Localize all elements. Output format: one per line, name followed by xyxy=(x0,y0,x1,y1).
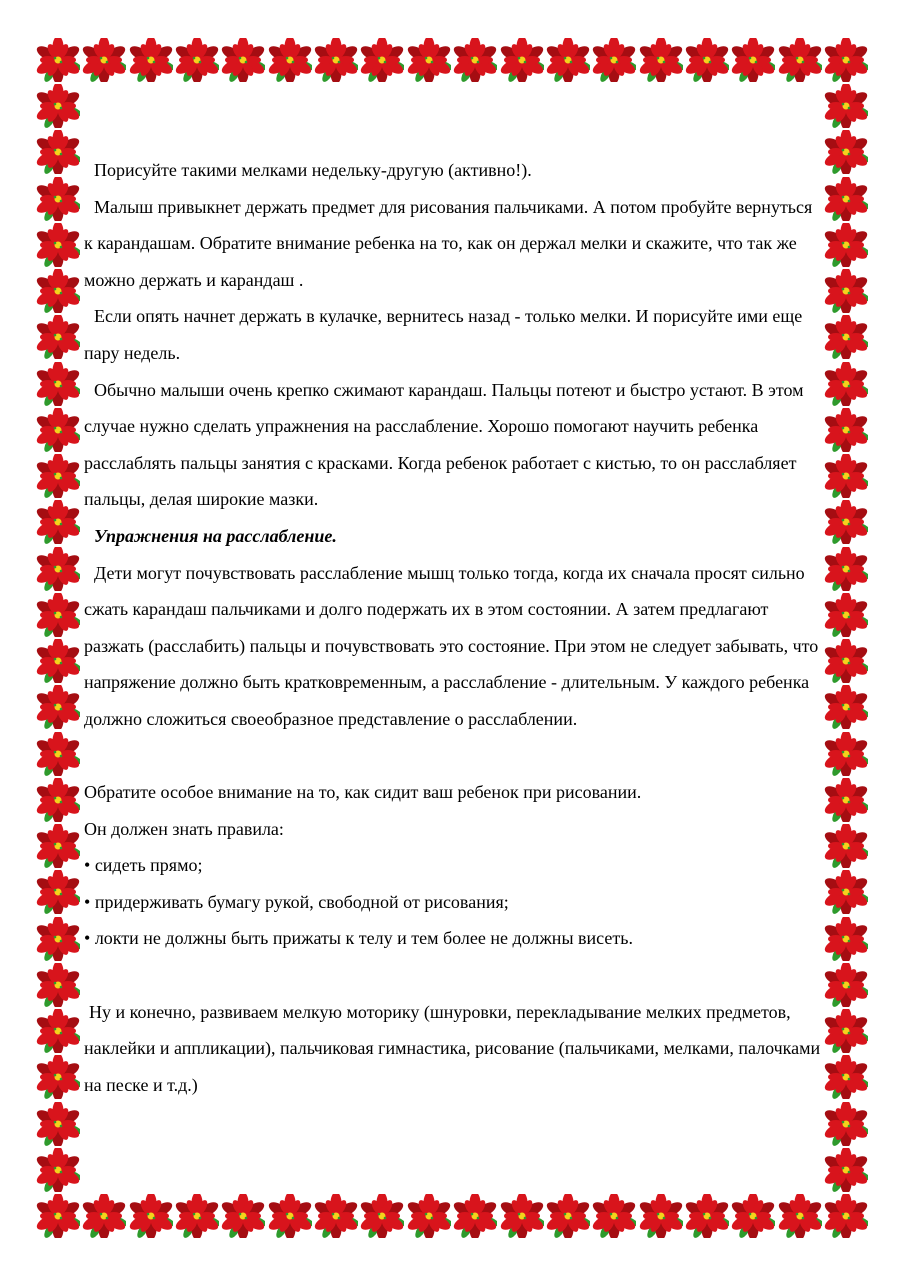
poinsettia-icon xyxy=(221,38,265,82)
poinsettia-icon xyxy=(639,1194,683,1238)
poinsettia-icon xyxy=(824,593,868,637)
paragraph-motor-skills: Ну и конечно, развиваем мелкую моторику (шнуровки, перекладывание мелких предметов, наклейки и аппликации), пальчиковая гимнастика, рисование (пальчиками, мелками, палочками на песке и т.д.) xyxy=(84,1001,821,1095)
poinsettia-icon xyxy=(36,408,80,452)
poinsettia-icon xyxy=(36,639,80,683)
spacer xyxy=(84,738,824,775)
poinsettia-icon xyxy=(175,1194,219,1238)
paragraph-relaxation: Дети могут почувствовать расслабление мышц только тогда, когда их сначала просят сильно сжать карандаш пальчиками и долго подержать их в этом состоянии. А затем предлагают разжать (расслабить) пальцы и почувствовать это состояние. При этом не следует забывать, что напряжение должно быть кратковременным, а расслабление - длительным. У каждого ребенка должно сложиться своеобразное представление о расслаблении. xyxy=(84,562,819,729)
poinsettia-icon xyxy=(824,454,868,498)
paragraph-tension: Обычно малыши очень крепко сжимают карандаш. Пальцы потеют и быстро устают. В этом случае нужно сделать упражнения на расслабление. Хорошо помогают научить ребенка расслаблять пальцы занятия с красками. Когда ребенок работает с кистью, то он расслабляет пальцы, делая широкие мазки. xyxy=(84,379,804,510)
poinsettia-icon xyxy=(36,1055,80,1099)
poinsettia-icon xyxy=(36,593,80,637)
poinsettia-icon xyxy=(824,38,868,82)
paragraph-posture: Обратите особое внимание на то, как сидит ваш ребенок при рисовании. xyxy=(84,782,642,803)
poinsettia-icon xyxy=(36,130,80,174)
poinsettia-icon xyxy=(36,38,80,82)
poinsettia-icon xyxy=(685,38,729,82)
poinsettia-icon xyxy=(592,38,636,82)
poinsettia-icon xyxy=(453,1194,497,1238)
poinsettia-icon xyxy=(129,1194,173,1238)
poinsettia-icon xyxy=(824,732,868,776)
list-item-hold-paper: • придерживать бумагу рукой, свободной от рисования; xyxy=(84,884,824,921)
poinsettia-icon xyxy=(778,38,822,82)
poinsettia-icon xyxy=(129,38,173,82)
poinsettia-icon xyxy=(36,1009,80,1053)
poinsettia-icon xyxy=(731,38,775,82)
poinsettia-icon xyxy=(36,547,80,591)
poinsettia-icon xyxy=(268,1194,312,1238)
paragraph-intro: Порисуйте такими мелками недельку-другую (активно!). xyxy=(94,160,532,180)
poinsettia-icon xyxy=(824,778,868,822)
poinsettia-icon xyxy=(824,1102,868,1146)
poinsettia-icon xyxy=(824,824,868,868)
poinsettia-icon xyxy=(36,84,80,128)
poinsettia-icon xyxy=(824,269,868,313)
poinsettia-icon xyxy=(36,454,80,498)
list-item-sit-straight: • сидеть прямо; xyxy=(84,847,824,884)
poinsettia-icon xyxy=(360,1194,404,1238)
poinsettia-icon xyxy=(824,639,868,683)
poinsettia-icon xyxy=(824,1194,868,1238)
poinsettia-icon xyxy=(824,1055,868,1099)
poinsettia-icon xyxy=(824,315,868,359)
poinsettia-icon xyxy=(36,269,80,313)
poinsettia-icon xyxy=(407,38,451,82)
poinsettia-icon xyxy=(824,130,868,174)
poinsettia-icon xyxy=(731,1194,775,1238)
poinsettia-icon xyxy=(36,362,80,406)
poinsettia-icon xyxy=(824,362,868,406)
poinsettia-icon xyxy=(36,1102,80,1146)
poinsettia-icon xyxy=(36,917,80,961)
poinsettia-icon xyxy=(36,685,80,729)
poinsettia-icon xyxy=(175,38,219,82)
poinsettia-icon xyxy=(824,1148,868,1192)
paragraph-grip: Малыш привыкнет держать предмет для рисования пальчиками. А потом пробуйте вернуться к карандашам. Обратите внимание ребенка на то, как он держал мелки и скажите, что так же можно держать и карандаш . xyxy=(84,196,813,290)
poinsettia-icon xyxy=(546,1194,590,1238)
paragraph-fist: Если опять начнет держать в кулачке, вернитесь назад - только мелки. И порисуйте ими еще пару недель. xyxy=(84,306,803,363)
poinsettia-icon xyxy=(824,1009,868,1053)
poinsettia-icon xyxy=(221,1194,265,1238)
poinsettia-icon xyxy=(824,547,868,591)
poinsettia-icon xyxy=(824,685,868,729)
paragraph-rules-intro: Он должен знать правила: xyxy=(84,818,284,839)
poinsettia-icon xyxy=(824,500,868,544)
poinsettia-icon xyxy=(36,1148,80,1192)
poinsettia-icon xyxy=(639,38,683,82)
poinsettia-icon xyxy=(592,1194,636,1238)
poinsettia-icon xyxy=(500,1194,544,1238)
poinsettia-icon xyxy=(824,84,868,128)
article-body xyxy=(84,152,824,1103)
poinsettia-icon xyxy=(36,778,80,822)
poinsettia-icon xyxy=(36,732,80,776)
poinsettia-icon xyxy=(546,38,590,82)
poinsettia-icon xyxy=(778,1194,822,1238)
poinsettia-icon xyxy=(824,917,868,961)
poinsettia-icon xyxy=(36,500,80,544)
poinsettia-icon xyxy=(36,1194,80,1238)
poinsettia-icon xyxy=(36,223,80,267)
poinsettia-icon xyxy=(36,870,80,914)
poinsettia-icon xyxy=(824,177,868,221)
poinsettia-icon xyxy=(36,824,80,868)
poinsettia-icon xyxy=(824,963,868,1007)
poinsettia-icon xyxy=(824,870,868,914)
poinsettia-icon xyxy=(36,177,80,221)
poinsettia-icon xyxy=(824,408,868,452)
poinsettia-icon xyxy=(407,1194,451,1238)
poinsettia-icon xyxy=(824,223,868,267)
poinsettia-icon xyxy=(268,38,312,82)
poinsettia-icon xyxy=(314,38,358,82)
poinsettia-icon xyxy=(314,1194,358,1238)
list-item-elbows: • локти не должны быть прижаты к телу и тем более не должны висеть. xyxy=(84,920,824,957)
poinsettia-icon xyxy=(500,38,544,82)
poinsettia-icon xyxy=(685,1194,729,1238)
poinsettia-icon xyxy=(360,38,404,82)
poinsettia-icon xyxy=(82,1194,126,1238)
poinsettia-icon xyxy=(82,38,126,82)
poinsettia-icon xyxy=(36,315,80,359)
spacer xyxy=(84,957,824,994)
poinsettia-icon xyxy=(36,963,80,1007)
poinsettia-icon xyxy=(453,38,497,82)
section-heading-relaxation: Упражнения на расслабление. xyxy=(94,525,337,546)
